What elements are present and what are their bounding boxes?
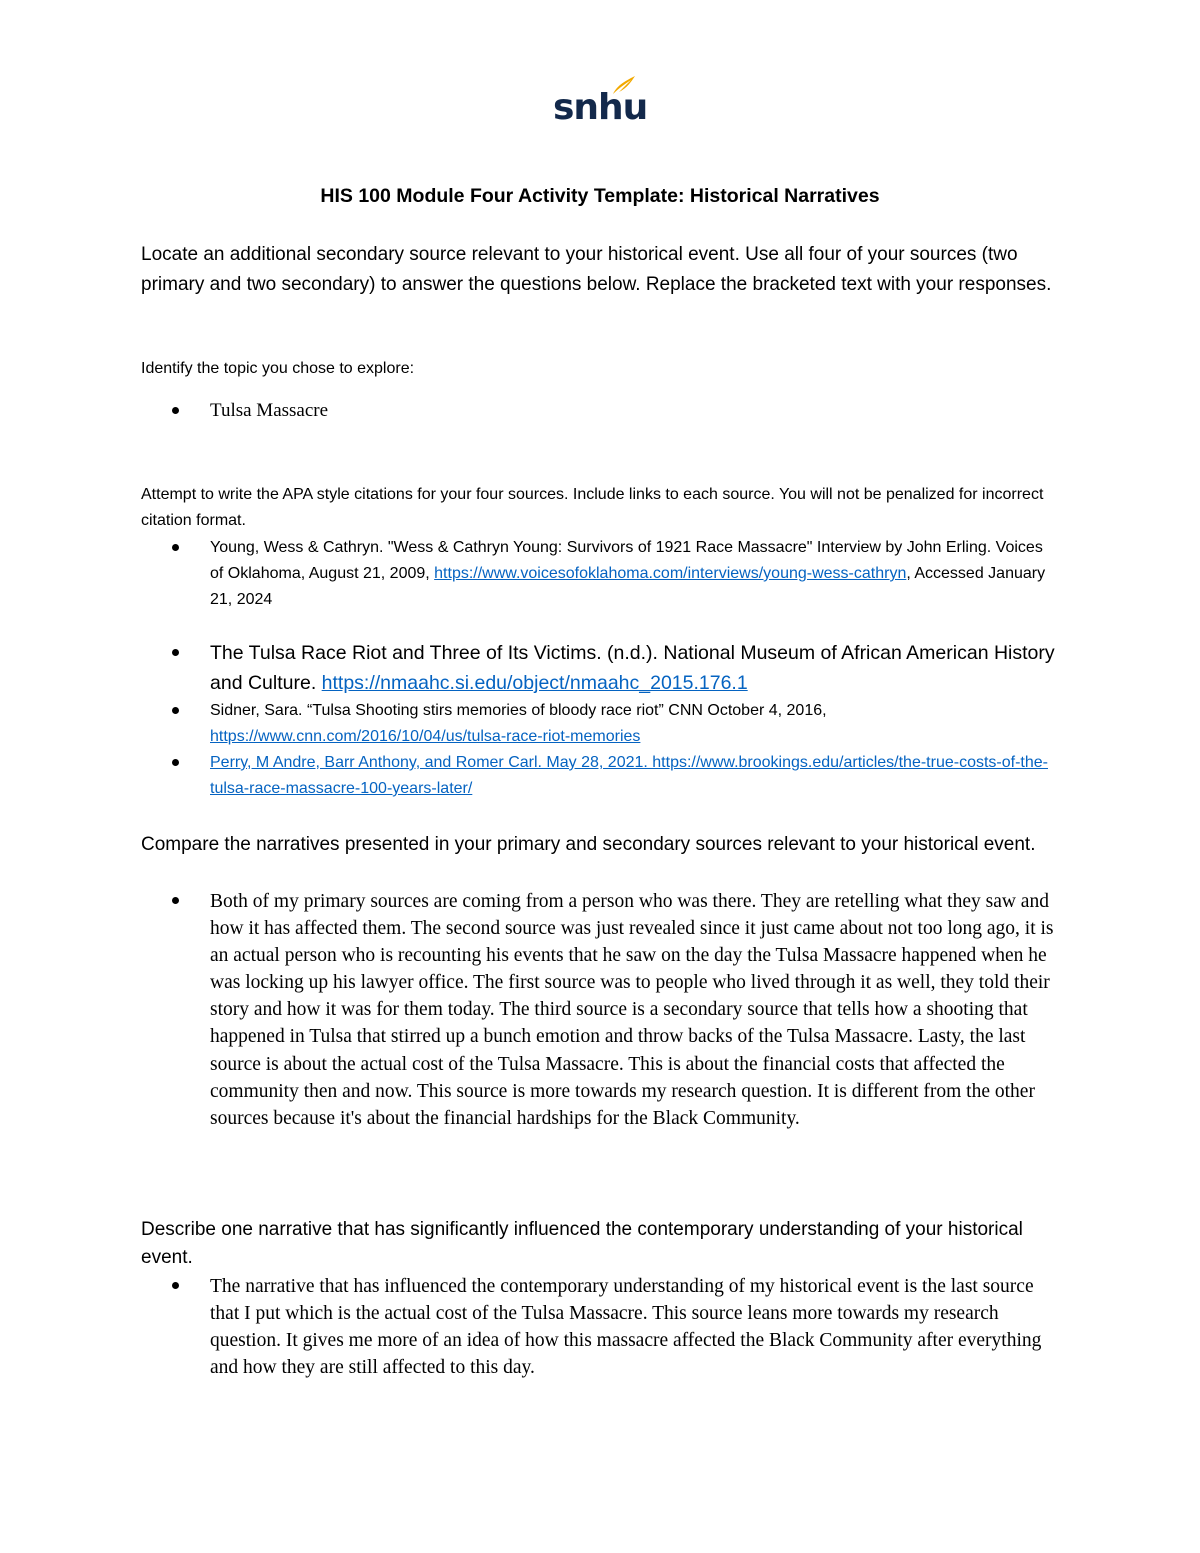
citation-link[interactable]: https://www.voicesofoklahoma.com/interviews/young-wess-cathryn [434,565,907,582]
bullet-icon [172,707,179,714]
bullet-icon [172,1282,179,1289]
citation-text [210,638,1060,698]
document-title: HIS 100 Module Four Activity Template: Historical Narratives [320,185,880,207]
bullet-icon [172,407,179,414]
citation-body: Young, Wess & Cathryn. "Wess & Cathryn Young: Survivors of 1921 Race Massacre" Interview by John Erling. Voices of Oklahoma, August 21, 2009, [210,539,1043,582]
logo-text: snhu [553,87,648,128]
citation-text [210,535,1060,613]
citation-link[interactable]: https://www.cnn.com/2016/10/04/us/tulsa-race-riot-memories [210,728,641,745]
bullet-icon [172,759,179,766]
citation-body: Sidner, Sara. “Tulsa Shooting stirs memories of bloody race riot” CNN October 4, 2016, [210,702,827,719]
citation-link[interactable]: Perry, M Andre, Barr Anthony, and Romer Carl. May 28, 2021. https://www.brookings.edu/articles/the-true-costs-of-the-tulsa-race-massacre-100-years-later/ [210,754,1048,797]
topic-label: Identify the topic you chose to explore: [141,360,415,377]
answer-text: The narrative that has influenced the contemporary understanding of my historical event is the last source that I put which is the actual cost of the Tulsa Massacre. This source leans more towards my research question. It gives me more of an idea of how this massacre affected the Black Community after everything and how they are still affected to this day. [210,1276,1042,1379]
bullet-icon [172,897,179,904]
citation-text [210,750,1060,802]
citation-instructions: Attempt to write the APA style citations for your four sources. Include links to each source. You will not be penalized for incorrect citation format. [141,486,1044,529]
bullet-icon [172,544,179,551]
topic-text: Tulsa Massacre [210,400,329,421]
citation-body: The Tulsa Race Riot and Three of Its Victims. (n.d.). National Museum of African American History and Culture. [210,642,1055,694]
citation-link[interactable]: https://nmaahc.si.edu/object/nmaahc_2015.176.1 [321,672,748,694]
question-compare: Compare the narratives presented in your primary and secondary sources relevant to your historical event. [141,834,1036,855]
question-describe: Describe one narrative that has significantly influenced the contemporary understanding of your historical event. [141,1219,1023,1268]
citation-tail: , Accessed January 21, 2024 [210,565,1046,608]
citation-text [210,698,1060,750]
bullet-icon [172,649,179,656]
snhu-logo [553,74,648,134]
answer-text: Both of my primary sources are coming from a person who was there. They are retelling what they saw and how it has affected them. The second source was just revealed since it just came about not too long ago, it is an actual person who is recounting his events that he saw on the day the Tulsa Massacre happened when he was locking up his lawyer office. The first source was to people who lived through it as well, they told their story and how it was for them today. The third source is a secondary source that tells how a shooting that happened in Tulsa that stirred up a bunch emotion and throw backs of the Tulsa Massacre. Lasty, the last source is about the actual cost of the Tulsa Massacre. This is about the financial costs that affected the community then and now. This source is more towards my research question. It is different from the other sources because it's about the financial hardships for the Black Community. [210,891,1054,1129]
intro-paragraph: Locate an additional secondary source relevant to your historical event. Use all four of your sources (two primary and two secondary) to answer the questions below. Replace the bracketed text with your responses. [141,244,1052,295]
